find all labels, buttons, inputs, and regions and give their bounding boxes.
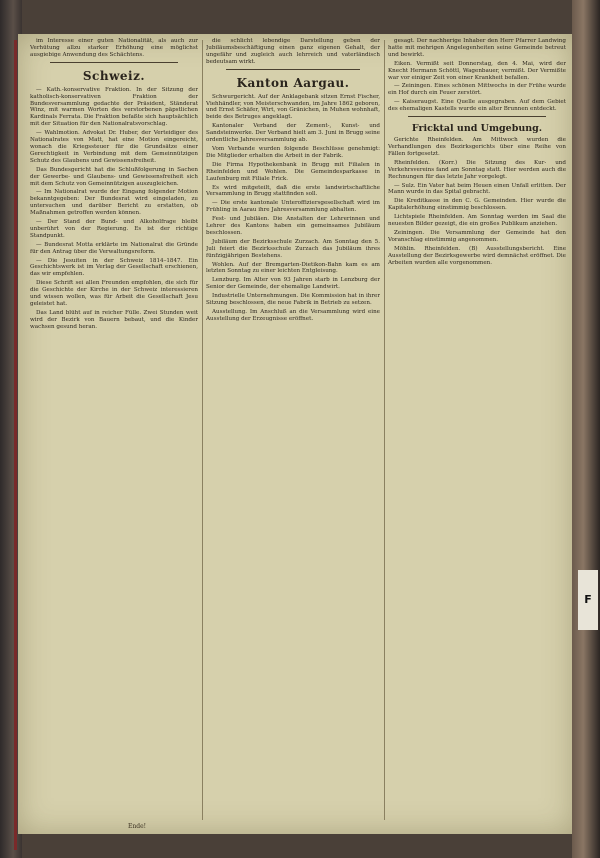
article-paragraph: — Zeiningen. Eines schönen Mittwochs in der Frühe wurde ein Hof durch ein Feuer zerstört. bbox=[388, 83, 566, 97]
article-paragraph: Gerichte Rheinfelden. Am Mittwoch wurden die Verhandlungen des Bezirksgerichts über eine Reihe von Fällen fortgesetzt. bbox=[388, 137, 566, 157]
article-paragraph: Lenzburg. Im Alter von 93 Jahren starb in Lenzburg der Senior der Gemeinde, der ehemalige Landwirt. bbox=[206, 277, 380, 291]
article-paragraph: Kantonaler Verband der Zement-, Kunst- und Sandsteinwerke. Der Verband hielt am 3. Juni in Brugg seine ordentliche Jahresversammlung ab. bbox=[206, 123, 380, 144]
article-paragraph: — Die Jesuiten in der Schweiz 1814–1847. Ein Geschichtswerk ist im Verlag der Gesellschaft erschienen, das wir empfehlen. bbox=[30, 257, 198, 278]
article-paragraph: Jubiläum der Bezirksschule Zurzach. Am Sonntag den 5. Juli feiert die Bezirksschule Zurzach das Jubiläum ihres fünfzigjährigen Bestehens. bbox=[206, 238, 380, 259]
column-rule bbox=[202, 40, 203, 820]
article-paragraph: — Die erste kantonale Unteroffiziersgesellschaft wird im Frühling in Aarau ihre Jahresversammlung abhalten. bbox=[206, 200, 380, 214]
section-heading: Fricktal und Umgebung. bbox=[411, 123, 543, 135]
intro-text: gesagt. Der nachherige Inhaber den Herr Pfarrer Landwing hatte mit mehrigen Angelegenheiten seine Gemeinde betreut und bewirkt. bbox=[388, 38, 566, 58]
article-paragraph: — Wahlmotion. Advokat Dr. Huber, der Verteidiger des Nationalrates von Matt, hat eine Motion eingereicht, wonach die Kriegssteuer für die Grundsätze einer Gerechtigkeit in Verbindung mit dem Gemeinnützigen Schutz des Glaubens und Gewissensfreiheit. bbox=[30, 130, 198, 164]
column-left bbox=[30, 38, 198, 828]
article-paragraph: Industrielle Unternehmungen. Die Kommission hat in ihrer Sitzung beschlossen, die neue Fabrik in Betrieb zu setzen. bbox=[206, 293, 380, 307]
article-paragraph: Schwurgericht. Auf der Anklagebank sitzen Ernst Fischer, Viehhändler, von Meisterschwanden, im Jahre 1862 geboren, und Ernst Schäfer, Wirt, von Gränichen, in Muhen wohnhaft, beide des Betruges angeklagt. bbox=[206, 93, 380, 121]
column-middle bbox=[206, 38, 380, 828]
divider bbox=[50, 62, 178, 63]
article-paragraph: Zeiningen. Die Versammlung der Gemeinde hat den Voranschlag einstimmig angenommen. bbox=[388, 229, 566, 243]
article-paragraph: Die Kreditkasse in den C. G. Gemeinden. Hier wurde die Kapitalerhöhung einstimmig beschlossen. bbox=[388, 198, 566, 212]
facing-page-edge bbox=[572, 0, 600, 858]
article-paragraph: Das Land blüht auf in reicher Fülle. Zwei Stunden weit wird der Bezirk von Bauern bebaut, und die Kinder wachsen gesund heran. bbox=[30, 309, 198, 330]
article-paragraph: Die Firma Hypothekenbank in Brugg mit Filialen in Rheinfelden und Wohlen. Die Gemeindesparkasse in Laufenburg mit Filiale Frick. bbox=[206, 161, 380, 182]
article-paragraph: — Sulz. Ein Vater hat beim Heuen einen Unfall erlitten. Der Mann wurde in das Spital gebracht. bbox=[388, 182, 566, 196]
article-paragraph: — Kaiseraugst. Eine Quelle ausgegraben. Auf dem Gebiet des ehemaligen Kastells wurde ein alter Brunnen entdeckt. bbox=[388, 99, 566, 113]
article-paragraph: Eiken. Vermißt seit Donnerstag, den 4. Mai, wird der Knecht Hermann Schöttl, Wagenbauer, vermißt. Der Vermißte war vor einiger Zeit von einer Krankheit befallen. bbox=[388, 60, 566, 81]
section-heading: Schweiz. bbox=[82, 68, 146, 83]
divider bbox=[408, 116, 546, 117]
page-tab: F bbox=[578, 570, 598, 630]
section-heading: Kanton Aargau. bbox=[236, 75, 350, 90]
article-paragraph: Das Bundesgericht hat die Schlußfolgerung in Sachen der Gewerbe- und Glaubens- und Gewissensfreiheit sich mit dem Schutz von Gemeinnützigen auszugleichen. bbox=[30, 166, 198, 187]
intro-text: die schlicht lebendige Darstellung geben der Jubiläumsbeschäftigung einen ganz eigenen Gehalt, der ungefähr und zugleich auch lehrreich und vaterländisch bedeutsam wirkt. bbox=[206, 38, 380, 65]
page-footer: Ende! bbox=[128, 823, 147, 830]
article-paragraph: Fest- und Jubiläen. Die Anstalten der Lehrerinnen und Lehrer des Kantons haben ein gemeinsames Jubiläum beschlossen. bbox=[206, 216, 380, 236]
column-rule bbox=[384, 40, 385, 820]
article-paragraph: Wohlen. Auf der Bremgarten-Dietikon-Bahn kam es am letzten Sonntag zu einer leichten Entgleisung. bbox=[206, 261, 380, 275]
article-paragraph: Es wird mitgeteilt, daß die erste landwirtschaftliche Versammlung in Brugg stattfinden soll. bbox=[206, 184, 380, 198]
column-right bbox=[388, 38, 566, 828]
article-paragraph: Möhlin. Rheinfelden. (B) Ausstellungsbericht. Eine Ausstellung der Bezirksgewerbe wird demnächst eröffnet. Die Arbeiten wurden alle vorgenommen. bbox=[388, 245, 566, 266]
newspaper-page bbox=[18, 34, 574, 834]
article-paragraph: — Im Nationalrat wurde der Eingang folgender Motion bekanntgegeben: Der Bundesrat wird eingeladen, zu untersuchen und darüber Bericht zu erstatten, ob Maßnahmen getroffen werden können. bbox=[30, 189, 198, 217]
article-paragraph: Diese Schrift sei allen Freunden empfohlen, die sich für die Geschichte der Kirche in der Schweiz interessieren und wissen wollen, was für Arbeit die Gesellschaft Jesu geleistet hat. bbox=[30, 280, 198, 307]
article-paragraph: — Der Stand der Bund- und Alkoholfrage bleibt unberührt von der Regierung. Es ist der richtige Standpunkt. bbox=[30, 219, 198, 239]
divider bbox=[226, 69, 360, 70]
article-paragraph: Ausstellung. Im Anschluß an die Versammlung wird eine Ausstellung der Erzeugnisse eröffnet. bbox=[206, 309, 380, 322]
intro-text: im Interesse einer guten Nationalität, als auch zur Verhütung allzu starker Erhöhung eine möglichst ausgiebige Anwendung des Schächtens. bbox=[30, 38, 198, 58]
article-paragraph: Lichtspiele Rheinfelden. Am Sonntag werden im Saal die neuesten Bilder gezeigt, die ein großes Publikum anziehen. bbox=[388, 214, 566, 228]
article-paragraph: Vom Verbande wurden folgende Beschlüsse genehmigt: Die Mitglieder erhalten die Arbeit in der Fabrik. bbox=[206, 145, 380, 159]
article-paragraph: — Kath.-konservative Fraktion. In der Sitzung der katholisch-konservativen Fraktion der Bundesversammlung gedachte der Präsident, Ständerat Winz, mit warmen Worten des verstorbenen päpstlichen Kardinals Ferrata. Die Fraktion befaßte sich hauptsächlich mit der Situation für den Nationalratsvorschlag. bbox=[30, 86, 198, 128]
article-paragraph: Rheinfelden. (Korr.) Die Sitzung des Kur- und Verkehrsvereins fand am Sonntag statt. Hier werden auch die Rechnungen für das letzte Jahr vorgelegt. bbox=[388, 159, 566, 180]
article-paragraph: — Bundesrat Motta erklärte im Nationalrat die Gründe für den Antrag über die Verwaltungsreform. bbox=[30, 241, 198, 255]
spine-edge bbox=[14, 40, 17, 850]
